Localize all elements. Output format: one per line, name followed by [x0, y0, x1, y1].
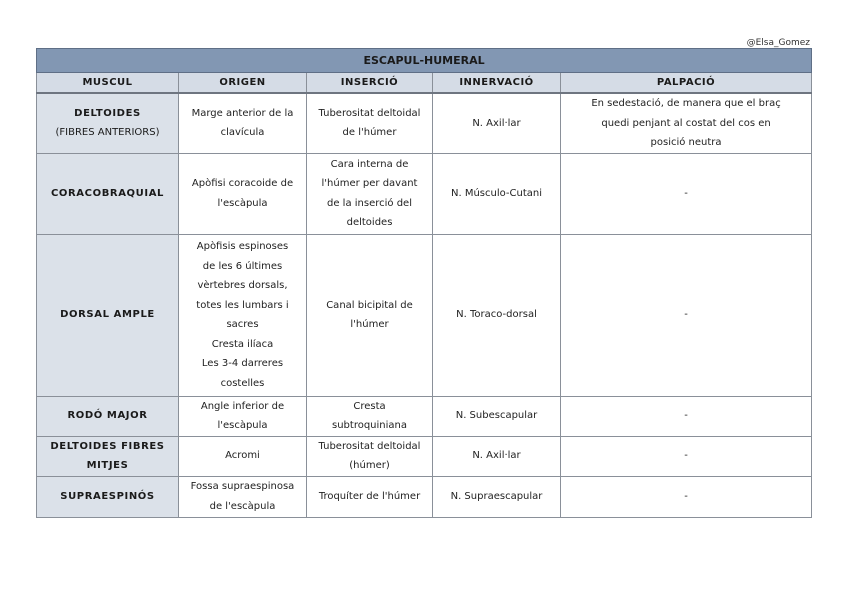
innervation-cell	[433, 396, 561, 436]
muscle-cell	[37, 476, 179, 517]
cell-line: -	[684, 490, 688, 502]
cell-line: de l'escàpula	[209, 500, 276, 512]
muscle-cell	[37, 234, 179, 396]
cell-line: clavícula	[220, 127, 265, 139]
muscle-name: RODÓ MAJOR	[67, 410, 148, 422]
cell-line: deltoides	[346, 217, 393, 228]
table-title-row	[37, 49, 812, 73]
origin-cell	[179, 234, 307, 396]
cell-line: -	[684, 410, 688, 422]
muscle-cell	[37, 153, 179, 234]
table-row	[37, 234, 812, 396]
origin-cell	[179, 93, 307, 153]
table-row	[37, 93, 812, 153]
innervation-cell	[433, 234, 561, 396]
palpation-cell	[561, 396, 812, 436]
cell-line: Apòfisis espinoses	[196, 241, 289, 252]
table-row	[37, 476, 812, 517]
cell-line: de les 6 últimes	[202, 260, 283, 272]
cell-line: subtroquiniana	[332, 420, 407, 431]
cell-line: posició neutra	[650, 137, 722, 148]
innervation-cell	[433, 153, 561, 234]
insertion-cell	[307, 153, 433, 234]
cell-line: N. Axil·lar	[472, 450, 521, 462]
palpation-cell	[561, 93, 812, 153]
insertion-cell	[307, 234, 433, 396]
palpation-cell	[561, 153, 812, 234]
muscle-subtitle: (FIBRES ANTERIORS)	[55, 127, 160, 139]
cell-line: Cresta ilíaca	[211, 338, 274, 350]
origin-cell	[179, 436, 307, 476]
palpation-cell	[561, 234, 812, 396]
table-row	[37, 436, 812, 476]
header-innervation: INNERVACIÓ	[433, 73, 561, 94]
origin-cell	[179, 153, 307, 234]
cell-line: Cara interna de	[330, 158, 409, 170]
cell-line: de la inserció del	[327, 197, 412, 209]
palpation-cell	[561, 476, 812, 517]
insertion-cell	[307, 436, 433, 476]
header-palpation: PALPACIÓ	[561, 73, 812, 94]
header-insertion: INSERCIÓ	[307, 73, 433, 94]
cell-line: -	[684, 450, 688, 462]
cell-line: totes les lumbars i	[196, 299, 289, 311]
cell-line: de l'húmer	[342, 127, 397, 139]
table-row	[37, 153, 812, 234]
origin-cell	[179, 476, 307, 517]
cell-line: l'escàpula	[217, 420, 268, 431]
insertion-cell	[307, 93, 433, 153]
muscle-table	[36, 48, 812, 518]
cell-line: Les 3-4 darreres	[201, 358, 284, 369]
cell-line: N. Músculo-Cutani	[450, 187, 543, 199]
header-row	[37, 73, 812, 94]
cell-line: Angle inferior de	[200, 400, 285, 412]
muscle-name: CORACOBRAQUIAL	[50, 187, 165, 199]
cell-line: Fossa supraespinosa	[190, 481, 295, 492]
cell-line: Troquíter de l'húmer	[318, 490, 421, 502]
muscle-name: MITJES	[86, 460, 129, 471]
cell-line: l'húmer	[350, 319, 389, 330]
insertion-cell	[307, 476, 433, 517]
author-credit: @Elsa_Gomez	[746, 38, 810, 48]
palpation-cell	[561, 436, 812, 476]
muscle-name: DELTOIDES FIBRES	[50, 440, 165, 452]
innervation-cell	[433, 93, 561, 153]
cell-line: Acromi	[225, 450, 260, 462]
muscle-cell	[37, 93, 179, 153]
cell-line: En sedestació, de manera que el braç	[591, 98, 781, 109]
cell-line: N. Toraco-dorsal	[456, 309, 537, 321]
cell-line: l'húmer per davant	[321, 178, 418, 189]
cell-line: N. Supraescapular	[450, 490, 543, 502]
cell-line: quedi penjant al costat del cos en	[601, 117, 771, 129]
muscle-name: DORSAL AMPLE	[60, 309, 155, 321]
cell-line: -	[684, 309, 688, 321]
innervation-cell	[433, 436, 561, 476]
muscle-cell	[37, 436, 179, 476]
cell-line: l'escàpula	[217, 197, 268, 209]
cell-line: Marge anterior de la	[191, 107, 294, 119]
header-muscle: MUSCUL	[37, 73, 179, 94]
origin-cell	[179, 396, 307, 436]
cell-line: costelles	[220, 377, 265, 389]
cell-line: N. Axil·lar	[472, 117, 521, 129]
cell-line: vèrtebres dorsals,	[197, 280, 288, 291]
insertion-cell	[307, 396, 433, 436]
cell-line: Cresta	[353, 400, 386, 412]
cell-line: (húmer)	[349, 460, 390, 471]
cell-line: -	[684, 187, 688, 199]
muscle-name: DELTOIDES	[74, 107, 141, 119]
cell-line: Tuberositat deltoidal	[318, 440, 421, 452]
table-title: ESCAPUL-HUMERAL	[37, 49, 812, 73]
cell-line: sacres	[226, 319, 259, 330]
muscle-cell	[37, 396, 179, 436]
header-origin: ORIGEN	[179, 73, 307, 94]
cell-line: Apòfisi coracoide de	[191, 178, 294, 189]
cell-line: Canal bicipital de	[326, 299, 413, 311]
table-row	[37, 396, 812, 436]
muscle-name: SUPRAESPINÓS	[60, 490, 155, 502]
cell-line: N. Subescapular	[455, 410, 538, 422]
cell-line: Tuberositat deltoidal	[318, 107, 421, 119]
innervation-cell	[433, 476, 561, 517]
